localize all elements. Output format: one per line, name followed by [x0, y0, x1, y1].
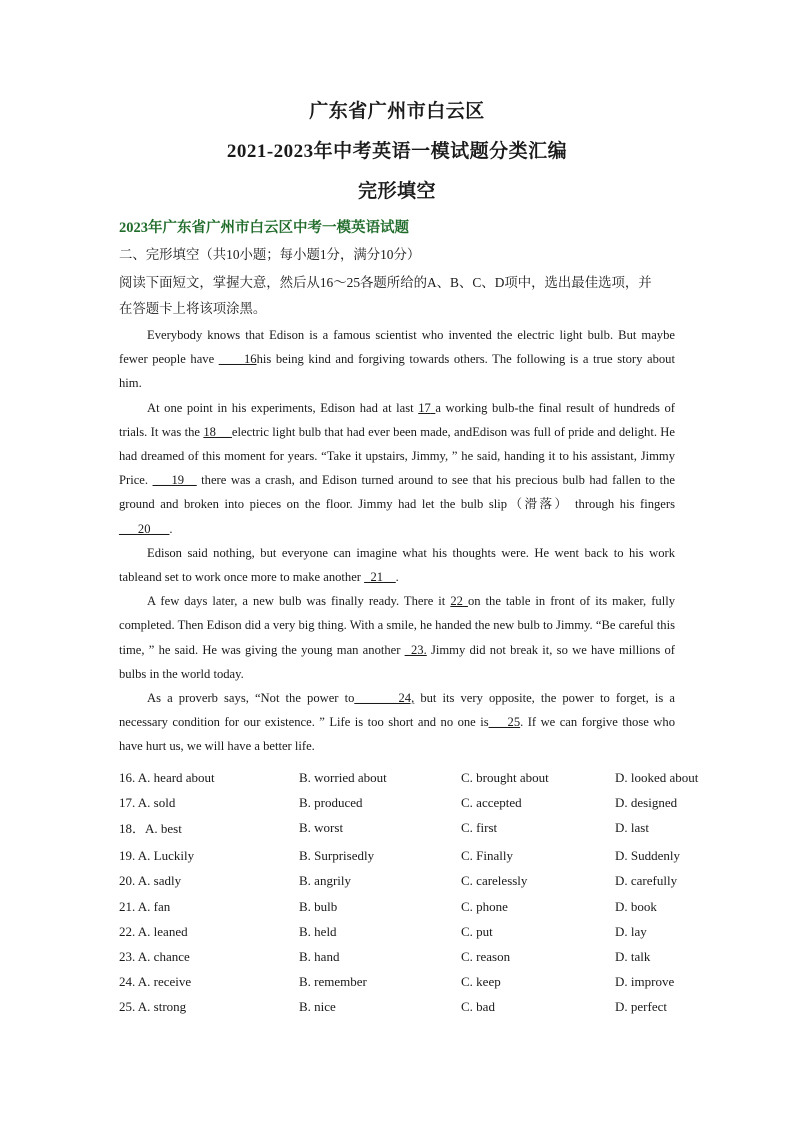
- option-b: B. worst: [299, 819, 344, 835]
- option-b: B. held: [299, 923, 337, 939]
- option-c: C. carelessly: [461, 873, 528, 889]
- option-b: B. angrily: [299, 873, 351, 889]
- source-heading: 2023年广东省广州市白云区中考一模英语试题: [119, 220, 409, 236]
- option-row-20: [119, 869, 739, 894]
- option-b: B. hand: [299, 948, 340, 964]
- option-b: B. worried about: [299, 769, 387, 785]
- paragraph-4: A few days later, a new bulb was finally ready. There it 22 on the table in front of its maker, fully completed. Then Edison did a very big thing. With a smile, he handed the new bulb to Jimmy. “Be careful this time, ” he said. He was giving the young man another _23. Jimmy did not break it, so we have millions of bulbs in the world today.: [119, 594, 676, 681]
- option-d: D. last: [615, 819, 649, 835]
- option-row-16: [119, 765, 739, 790]
- options-table: [119, 765, 739, 1020]
- option-c: C. reason: [461, 948, 511, 964]
- blank-20: ___20___: [119, 521, 170, 536]
- option-c: C. put: [461, 923, 493, 939]
- option-row-21: [119, 894, 739, 919]
- option-a: 16. A. heard about: [119, 769, 215, 785]
- blank-19: ___19__: [152, 473, 197, 488]
- option-d: D. Suddenly: [615, 848, 680, 864]
- blank-24: _______24,: [354, 691, 415, 706]
- option-row-18: [119, 815, 739, 840]
- option-a: 18．A. best: [119, 821, 182, 837]
- option-c: C. first: [461, 819, 498, 835]
- instruction-line-2: 在答题卡上将该项涂黑。: [119, 301, 267, 316]
- option-a: 17. A. sold: [119, 794, 176, 810]
- instruction-line-1: 阅读下面短文，掌握大意，然后从16～25各题所给的A、B、C、D项中，选出最佳选项，并: [119, 275, 652, 290]
- option-d: D. carefully: [615, 873, 678, 889]
- option-a: 21. A. fan: [119, 898, 171, 914]
- option-c: C. brought about: [461, 769, 549, 785]
- doc-title-main: 2021-2023年中考英语一模试题分类汇编: [226, 141, 568, 162]
- paragraph-5: As a proverb says, “Not the power to_______24, but its very opposite, the power to forget, is a necessary condition for our existence. ” Life is too short and no one is___25. If we can forgive those who have hurt us, we will have a better life.: [119, 691, 676, 754]
- blank-17: 17: [418, 400, 431, 415]
- option-b: B. Surprisedly: [299, 848, 375, 864]
- blank-18: 18 __: [203, 424, 232, 439]
- option-d: D. lay: [615, 923, 647, 939]
- option-row-22: [119, 919, 739, 944]
- option-d: D. improve: [615, 974, 675, 990]
- option-d: D. book: [615, 898, 657, 914]
- option-row-24: [119, 970, 739, 995]
- option-c: C. accepted: [461, 794, 522, 810]
- option-row-19: [119, 844, 739, 869]
- option-c: C. bad: [461, 999, 495, 1015]
- option-b: B. bulb: [299, 898, 338, 914]
- passage: [119, 323, 675, 759]
- option-a: 24. A. receive: [119, 974, 192, 990]
- option-b: B. remember: [299, 974, 367, 990]
- option-c: C. Finally: [461, 848, 514, 864]
- paragraph-2: At one point in his experiments, Edison had at last 17 a working bulb-the final result of hundreds of trials. It was the 18 __electric light bulb that had ever been made, andEdison was full of pride and delight. He had dreamed of this moment for years. “Take it upstairs, Jimmy, ” he said, handing it to his assistant, Jimmy Price. ___19__ there was a crash, and Edison turned around to see that his precious bulb had fallen to the ground and broken into pieces on the floor. Jimmy had let the bulb slip（滑落） through his fingers ___20___.: [119, 400, 675, 536]
- option-c: C. keep: [461, 974, 501, 990]
- blank-25: ___25: [488, 715, 521, 730]
- option-row-23: [119, 944, 739, 969]
- doc-title-region: 广东省广州市白云区: [309, 101, 485, 122]
- option-row-17: [119, 790, 739, 815]
- blank-22: 22: [450, 594, 463, 609]
- option-b: B. produced: [299, 794, 363, 810]
- option-d: D. designed: [615, 794, 678, 810]
- doc-title-topic: 完形填空: [357, 181, 436, 202]
- paragraph-1: Everybody knows that Edison is a famous scientist who invented the electric light bulb. But maybe fewer people have ____16his being kind and forgiving towards others. The following is a true story about him.: [119, 328, 675, 391]
- blank-16: ____16: [218, 352, 257, 367]
- option-a: 19. A. Luckily: [119, 848, 195, 864]
- option-a: 20. A. sadly: [119, 873, 182, 889]
- option-a: 23. A. chance: [119, 948, 190, 964]
- section-heading: 二、完形填空（共10小题；每小题1分，满分10分）: [119, 247, 421, 262]
- option-c: C. phone: [461, 898, 508, 914]
- blank-21: _21__: [364, 570, 396, 585]
- option-row-25: [119, 995, 739, 1020]
- option-d: D. perfect: [615, 999, 667, 1015]
- option-a: 22. A. leaned: [119, 923, 188, 939]
- paragraph-3: Edison said nothing, but everyone can imagine what his thoughts were. He went back to his work tableand set to work once more to make another _21__.: [119, 545, 675, 585]
- option-b: B. nice: [299, 999, 336, 1015]
- blank-23: _23.: [404, 642, 427, 657]
- option-d: D. looked about: [615, 769, 699, 785]
- option-d: D. talk: [615, 948, 651, 964]
- option-a: 25. A. strong: [119, 999, 187, 1015]
